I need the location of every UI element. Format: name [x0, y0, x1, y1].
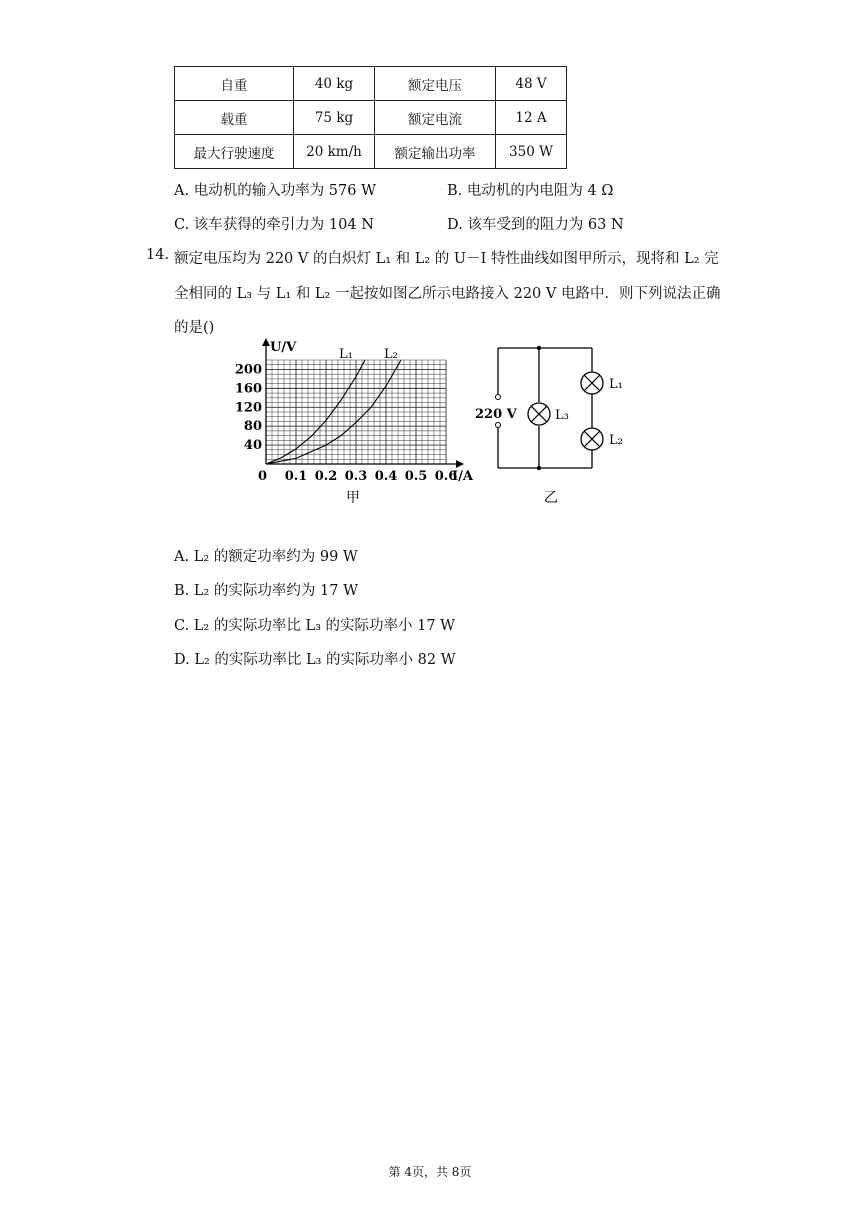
x-tick-label: 0.4	[374, 469, 398, 484]
table-cell: 额定输出功率	[375, 135, 496, 169]
y-tick-label: 40	[243, 438, 262, 454]
table-cell: 12 A	[496, 101, 567, 135]
q14-option-d: D. L₂ 的实际功率比 L₃ 的实际功率小 82 W	[174, 652, 456, 668]
lamp-label-l1: L₁	[609, 377, 623, 392]
table-cell: 最大行驶速度	[175, 135, 294, 169]
table-cell: 自重	[175, 67, 294, 101]
q14-stem-line3: 的是()	[174, 320, 215, 336]
figure-caption-yi: 乙	[544, 490, 558, 506]
y-tick-label: 200	[234, 362, 262, 378]
origin-label: 0	[258, 469, 268, 484]
q13-option-c: C. 该车获得的牵引力为 104 N	[174, 217, 374, 233]
q13-option-a: A. 电动机的输入功率为 576 W	[174, 183, 376, 199]
figure-caption-jia: 甲	[346, 490, 360, 506]
table-row	[175, 135, 567, 169]
q13-option-d: D. 该车受到的阻力为 63 N	[447, 217, 624, 233]
x-tick-label: 0.2	[314, 469, 338, 484]
table-cell: 额定电压	[375, 67, 496, 101]
table-cell: 75 kg	[294, 101, 375, 135]
lamp-l3-icon	[528, 403, 550, 425]
y-tick-label: 120	[234, 400, 262, 416]
chart-axes	[262, 338, 464, 468]
question-number: 14.	[146, 247, 170, 263]
x-tick-label: 0.5	[404, 469, 428, 484]
source-voltage-label: 220 V	[475, 407, 517, 422]
terminal	[496, 423, 501, 428]
table-cell: 20 km/h	[294, 135, 375, 169]
x-tick-label: 0.6	[434, 469, 458, 484]
curve-label-l2: L₂	[384, 347, 398, 362]
lamp-l1-icon	[581, 372, 603, 394]
q14-stem-line1: 额定电压均为 220 V 的白炽灯 L₁ 和 L₂ 的 U－I 特性曲线如图甲所示，现将和 L₂ 完	[174, 251, 719, 267]
lamp-label-l2: L₂	[609, 433, 623, 448]
x-tick-label: 0.1	[284, 469, 308, 484]
q13-option-b: B. 电动机的内电阻为 4 Ω	[447, 183, 614, 199]
q14-stem-line2: 全相同的 L₃ 与 L₁ 和 L₂ 一起按如图乙所示电路接入 220 V 电路中．则下列说法正确	[174, 286, 721, 302]
table-cell: 载重	[175, 101, 294, 135]
y-tick-label: 160	[234, 381, 262, 397]
lamp-label-l3: L₃	[555, 408, 569, 423]
terminal	[496, 395, 501, 400]
q14-option-c: C. L₂ 的实际功率比 L₃ 的实际功率小 17 W	[174, 618, 456, 634]
table-cell: 额定电流	[375, 101, 496, 135]
page-footer: 第 4页，共 8页	[388, 1165, 472, 1179]
q14-option-b: B. L₂ 的实际功率约为 17 W	[174, 583, 358, 599]
table-row	[175, 67, 567, 101]
table-row	[175, 101, 567, 135]
curve-label-l1: L₁	[339, 347, 353, 362]
q14-option-a: A. L₂ 的额定功率约为 99 W	[174, 549, 358, 565]
spec-table	[174, 66, 567, 169]
ui-characteristic-chart	[234, 336, 490, 508]
y-tick-label: 80	[243, 419, 262, 435]
table-cell: 48 V	[496, 67, 567, 101]
circuit-diagram	[470, 336, 630, 508]
y-axis-label: U/V	[270, 340, 297, 355]
table-cell: 40 kg	[294, 67, 375, 101]
table-cell: 350 W	[496, 135, 567, 169]
x-tick-label: 0.3	[344, 469, 368, 484]
x-axis-label: I/A	[452, 469, 473, 484]
lamp-l2-icon	[581, 428, 603, 450]
